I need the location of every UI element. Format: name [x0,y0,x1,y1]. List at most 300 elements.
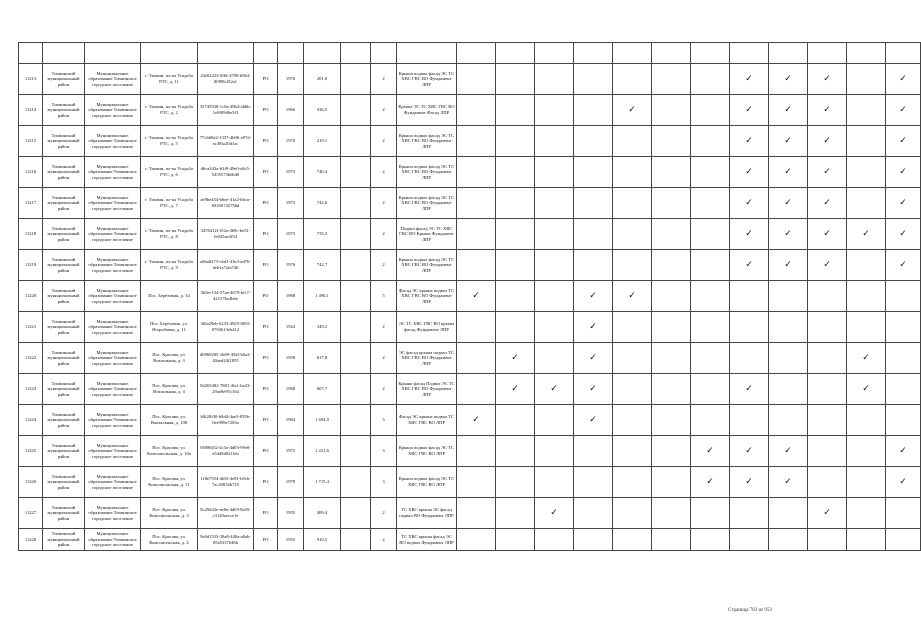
table-row [19,529,921,551]
cell-area: 742,7 [304,250,341,281]
cell-n: 2 [371,188,397,219]
table-row [19,250,921,281]
work-type-cell [886,498,921,529]
checkmark-icon: ✓ [899,73,907,84]
cell-method: Крыша подвал фасад ЭС ТС ХВС ГВС ВО Фундамент ЛПР [397,250,457,281]
cell-district: Тихвинский муниципальный район [43,281,85,312]
work-type-cell [808,157,847,188]
cell-guid: d0969205-1b09-45df-b0a2-20aed24f1855 [198,343,254,374]
cell-ro: РО [254,250,278,281]
checkmark-icon: ✓ [784,73,792,84]
cell-year: 1958 [278,343,304,374]
table-row [19,219,921,250]
checkmark-icon: ✓ [899,197,907,208]
cell-settlement: Муниципальное образование Тихвинское городское поселение [85,467,141,498]
work-type-cell [652,405,691,436]
cell-no: 11226 [19,467,43,498]
work-type-cell [535,312,574,343]
cell-district: Тихвинский муниципальный район [43,312,85,343]
cell-n: 2 [371,312,397,343]
cell-guid: d6ca343a-b3f9-49e0-a8c5-5455573b6b40 [198,157,254,188]
work-type-cell [847,312,886,343]
work-type-cell [808,126,847,157]
table-cell [304,43,341,64]
work-type-cell [847,281,886,312]
cell-no: 11220 [19,281,43,312]
cell-empty [341,343,371,374]
cell-method: Крыша ЭС ТС ХВС ГВС ВО Фундамент Фасад ЛПР [397,95,457,126]
work-type-cell [574,219,613,250]
cell-n: 2 [371,219,397,250]
work-type-cell [808,405,847,436]
checkmark-icon: ✓ [745,135,753,146]
cell-area: 219,1 [304,126,341,157]
cell-empty [341,219,371,250]
work-type-cell [535,126,574,157]
cell-year: 1955 [278,498,304,529]
cell-guid: 3b5ec134-57aa-4679-bfc7-42157be4b6e [198,281,254,312]
checkmark-icon: ✓ [550,507,558,518]
cell-empty [341,374,371,405]
work-type-cell [886,219,921,250]
work-type-cell [769,95,808,126]
work-type-cell [457,374,496,405]
cell-address: г. Тихвин, пл-ка Усадьба РТС, д. 6 [141,157,198,188]
work-type-cell [769,64,808,95]
work-type-cell [730,467,769,498]
cell-ro: РО [254,529,278,551]
work-type-cell [574,467,613,498]
checkmark-icon: ✓ [589,383,597,394]
cell-no: 11218 [19,219,43,250]
checkmark-icon: ✓ [784,135,792,146]
checkmark-icon: ✓ [784,228,792,239]
cell-ro: РО [254,157,278,188]
cell-year: 1955 [278,529,304,551]
checkmark-icon: ✓ [899,166,907,177]
work-type-cell [886,188,921,219]
cell-ro: РО [254,343,278,374]
cell-no: 11221 [19,312,43,343]
cell-settlement: Муниципальное образование Тихвинское городское поселение [85,374,141,405]
checkmark-icon: ✓ [823,228,831,239]
cell-area: 617,8 [304,343,341,374]
work-type-cell [808,498,847,529]
cell-no: 11223 [19,374,43,405]
work-type-cell [574,374,613,405]
cell-method: ТС ХВС крыша ЭС фасад подвал ВО Фундамент ЛПР [397,498,457,529]
cell-settlement: Муниципальное образование Тихвинское городское поселение [85,498,141,529]
work-type-cell [457,405,496,436]
work-type-cell [496,64,535,95]
work-type-cell [730,126,769,157]
cell-year: 1968 [278,281,304,312]
checkmark-icon: ✓ [899,104,907,115]
table-cell [457,43,496,64]
work-type-cell [769,467,808,498]
cell-guid: b0f2fb30-b8d4-4ae5-835b-0ee998e7263a [198,405,254,436]
cell-settlement: Муниципальное образование Тихвинское городское поселение [85,343,141,374]
cell-district: Тихвинский муниципальный район [43,529,85,551]
work-type-cell [535,250,574,281]
work-type-cell [496,374,535,405]
work-type-cell [691,157,730,188]
work-type-cell [847,188,886,219]
cell-no: 11227 [19,498,43,529]
cell-empty [341,436,371,467]
work-type-cell [652,374,691,405]
work-type-cell [535,343,574,374]
table-row [19,95,921,126]
checkmark-icon: ✓ [745,197,753,208]
cell-n: 2 [371,64,397,95]
cell-area: 740,4 [304,157,341,188]
cell-address: Пос. Красава, ул. Комсомольская, д. 4 [141,529,198,551]
checkmark-icon: ✓ [472,290,480,301]
checkmark-icon: ✓ [589,352,597,363]
work-type-cell [730,498,769,529]
table-cell [847,43,886,64]
cell-district: Тихвинский муниципальный район [43,157,85,188]
work-type-cell [691,95,730,126]
cell-guid: 8c29d42e-ae8a-4d03-8a59-c3120aecce1e [198,498,254,529]
cell-guid: 9a8d1533-39a8-440a-a0ab-85a5337646b [198,529,254,551]
cell-guid: 3476412f-f52a-4b9c-be51-fe025ae4f54 [198,219,254,250]
checkmark-icon: ✓ [745,476,753,487]
work-type-cell [691,498,730,529]
work-type-cell [730,64,769,95]
work-type-cell [847,498,886,529]
cell-method: Фасад ЭС крыша подвал ТС ХВС ГВС ВО ЛПР [397,405,457,436]
cell-method: Крыша подвал фасад ЭС ТС ХВС ГВС ВО Фундамент ЛПР [397,157,457,188]
cell-no: 11228 [19,529,43,551]
work-type-cell [847,64,886,95]
cell-settlement: Муниципальное образование Тихвинское городское поселение [85,250,141,281]
work-type-cell [769,250,808,281]
cell-n: 2 [371,95,397,126]
cell-district: Тихвинский муниципальный район [43,405,85,436]
work-type-cell [730,157,769,188]
cell-no: 11213 [19,64,43,95]
checkmark-icon: ✓ [823,73,831,84]
work-type-cell [496,312,535,343]
cell-ro: РО [254,436,278,467]
work-type-cell [535,281,574,312]
table-row [19,436,921,467]
work-type-cell [613,188,652,219]
cell-settlement: Муниципальное образование Тихвинское городское поселение [85,436,141,467]
work-type-cell [652,64,691,95]
table-cell [574,43,613,64]
checkmark-icon: ✓ [862,352,870,363]
cell-address: Пос. Берёзовик, д. 34 [141,281,198,312]
work-type-cell [457,529,496,551]
work-type-cell [574,312,613,343]
work-type-cell [457,219,496,250]
work-type-cell [808,529,847,551]
work-type-cell [496,250,535,281]
cell-year: 1973 [278,157,304,188]
checkmark-icon: ✓ [899,476,907,487]
cell-ro: РО [254,405,278,436]
work-type-cell [457,498,496,529]
cell-no: 11222 [19,343,43,374]
cell-ro: РО [254,374,278,405]
work-type-cell [496,498,535,529]
table-cell [397,43,457,64]
cell-method: Подвал фасад ЭС ТС ХВС ГВС ВО Крыша Фундамент ЛПР [397,219,457,250]
work-type-cell [886,529,921,551]
checkmark-icon: ✓ [784,166,792,177]
cell-address: Пос. Красава, ул. Вокзальная, д. 3 [141,343,198,374]
work-type-cell [535,529,574,551]
work-type-cell [496,95,535,126]
work-type-cell [574,95,613,126]
work-type-cell [652,281,691,312]
table-cell [43,43,85,64]
checkmark-icon: ✓ [589,321,597,332]
cell-ro: РО [254,312,278,343]
cell-empty [341,64,371,95]
work-type-cell [769,343,808,374]
cell-empty [341,529,371,551]
work-type-cell [457,436,496,467]
work-type-cell [886,281,921,312]
work-type-cell [574,157,613,188]
table-row [19,64,921,95]
table-cell [85,43,141,64]
checkmark-icon: ✓ [899,259,907,270]
table-cell [19,43,43,64]
cell-district: Тихвинский муниципальный район [43,250,85,281]
table-cell [278,43,304,64]
work-type-cell [496,467,535,498]
page-footer: Страница 783 из 953 [728,608,772,613]
cell-empty [341,312,371,343]
work-type-cell [691,312,730,343]
work-type-cell [574,188,613,219]
work-type-cell [769,157,808,188]
work-type-cell [886,436,921,467]
work-type-cell [886,343,921,374]
cell-method: Крыша фасад Подвал ЭС ТС ХВС ГВС ВО Фундамент ЛПР [397,374,457,405]
work-type-cell [769,374,808,405]
work-type-cell [496,188,535,219]
table-row [19,498,921,529]
cell-method: Крыша подвал фасад ЭС ТС ХВС ГВС ВО Фундамент ЛПР [397,126,457,157]
work-type-cell [613,64,652,95]
work-type-cell [574,436,613,467]
checkmark-icon: ✓ [784,259,792,270]
work-type-cell [847,250,886,281]
table-cell [769,43,808,64]
cell-district: Тихвинский муниципальный район [43,219,85,250]
work-type-cell [691,219,730,250]
cell-method: ЭС ТС ХВС ГВС ВО крыша фасад Фундамент ЛПР [397,312,457,343]
work-type-cell [886,250,921,281]
work-type-cell [808,312,847,343]
work-type-cell [847,343,886,374]
work-type-cell [769,188,808,219]
cell-year: 1984 [278,405,304,436]
work-type-cell [691,188,730,219]
work-type-cell [574,529,613,551]
cell-settlement: Муниципальное образование Тихвинское городское поселение [85,64,141,95]
cell-n: 2 [371,374,397,405]
work-type-cell [691,250,730,281]
work-type-cell [652,157,691,188]
cell-empty [341,95,371,126]
work-type-cell [652,312,691,343]
work-type-cell [457,64,496,95]
work-type-cell [808,219,847,250]
table-cell [691,43,730,64]
checkmark-icon: ✓ [745,259,753,270]
cell-no: 11219 [19,250,43,281]
work-type-cell [496,126,535,157]
register-table [18,42,921,551]
checkmark-icon: ✓ [745,104,753,115]
work-type-cell [457,126,496,157]
cell-n: 3 [371,405,397,436]
work-type-cell [886,405,921,436]
work-type-cell [847,219,886,250]
work-type-cell [574,64,613,95]
work-type-cell [496,219,535,250]
table-row [19,405,921,436]
cell-guid: 35745938-1c0a-49b4-a6bb-1e8f09d6e5f3 [198,95,254,126]
table-cell [496,43,535,64]
work-type-cell [730,374,769,405]
cell-n: 2 [371,250,397,281]
checkmark-icon: ✓ [862,383,870,394]
cell-no: 11214 [19,95,43,126]
cell-method: ЭС фасад крыша подвал ТС ХВС ГВС ВО Фундамент ЛПР [397,343,457,374]
work-type-cell [613,219,652,250]
work-type-cell [808,281,847,312]
work-type-cell [613,467,652,498]
work-type-cell [808,250,847,281]
cell-empty [341,281,371,312]
cell-ro: РО [254,219,278,250]
work-type-cell [613,374,652,405]
cell-settlement: Муниципальное образование Тихвинское городское поселение [85,405,141,436]
work-type-cell [652,95,691,126]
work-type-cell [730,343,769,374]
work-type-cell [691,467,730,498]
cell-ro: РО [254,281,278,312]
cell-no: 11225 [19,436,43,467]
work-type-cell [808,436,847,467]
cell-n: 2 [371,126,397,157]
cell-district: Тихвинский муниципальный район [43,467,85,498]
cell-year: 1970 [278,126,304,157]
work-type-cell [769,436,808,467]
work-type-cell [691,529,730,551]
work-type-cell [613,312,652,343]
work-type-cell [535,374,574,405]
cell-guid: ae9be434-b6ee-41a2-bbca-69256742756d [198,188,254,219]
cell-settlement: Муниципальное образование Тихвинское городское поселение [85,126,141,157]
work-type-cell [730,250,769,281]
cell-address: г. Тихвин, пл-ка Усадьба РТС, д. 11 [141,64,198,95]
work-type-cell [574,250,613,281]
work-type-cell [535,157,574,188]
cell-ro: РО [254,498,278,529]
work-type-cell [886,157,921,188]
cell-method: Крыша подвал фасад ЭС ТС ХВС ГВС ВО ЛПР [397,436,457,467]
cell-year: 1976 [278,64,304,95]
work-type-cell [691,126,730,157]
cell-address: Пос. Красава, ул. Вокзальная, д. 108 [141,405,198,436]
checkmark-icon: ✓ [784,476,792,487]
cell-method: Крыша подвал фасад ЭС ТС ХВС ГВС ВО Фундамент ЛПР [397,188,457,219]
cell-district: Тихвинский муниципальный район [43,126,85,157]
work-type-cell [613,498,652,529]
work-type-cell [847,157,886,188]
work-type-cell [574,498,613,529]
work-type-cell [730,219,769,250]
work-type-cell [535,95,574,126]
cell-n: 2 [371,498,397,529]
table-cell [808,43,847,64]
cell-address: Пос. Красава, ул. Комсомольская, д. 10а [141,436,198,467]
work-type-cell [574,405,613,436]
work-type-cell [457,188,496,219]
cell-empty [341,498,371,529]
work-type-cell [496,405,535,436]
work-type-cell [886,64,921,95]
cell-area: 201,8 [304,64,341,95]
checkmark-icon: ✓ [862,228,870,239]
cell-n: 3 [371,467,397,498]
work-type-cell [652,343,691,374]
cell-settlement: Муниципальное образование Тихвинское городское поселение [85,219,141,250]
work-type-cell [613,157,652,188]
cell-district: Тихвинский муниципальный район [43,498,85,529]
work-type-cell [574,281,613,312]
work-type-cell [457,467,496,498]
work-type-cell [652,498,691,529]
checkmark-icon: ✓ [784,197,792,208]
cell-year: 1978 [278,467,304,498]
cell-method: Фасад ЭС крыша подвал ТС ХВС ГВС ВО Фундамент ЛПР [397,281,457,312]
work-type-cell [730,281,769,312]
cell-no: 11224 [19,405,43,436]
work-type-cell [847,529,886,551]
cell-area: 735,3 [304,219,341,250]
cell-area: 1 694,0 [304,405,341,436]
work-type-cell [691,374,730,405]
cell-district: Тихвинский муниципальный район [43,374,85,405]
cell-address: г. Тихвин, пл-ка Усадьба РТС, д. 7 [141,188,198,219]
work-type-cell [808,95,847,126]
cell-settlement: Муниципальное образование Тихвинское городское поселение [85,312,141,343]
checkmark-icon: ✓ [511,352,519,363]
table-cell [613,43,652,64]
work-type-cell [457,312,496,343]
cell-year: 1975 [278,436,304,467]
cell-address: Пос. Берёзовик, ул. Ягорьбовка, д. 11 [141,312,198,343]
table-cell [198,43,254,64]
checkmark-icon: ✓ [628,290,636,301]
cell-settlement: Муниципальное образование Тихвинское городское поселение [85,281,141,312]
cell-area: 1 490,1 [304,281,341,312]
work-type-cell [457,95,496,126]
cell-n: 2 [371,343,397,374]
work-type-cell [730,312,769,343]
table-cell [886,43,921,64]
